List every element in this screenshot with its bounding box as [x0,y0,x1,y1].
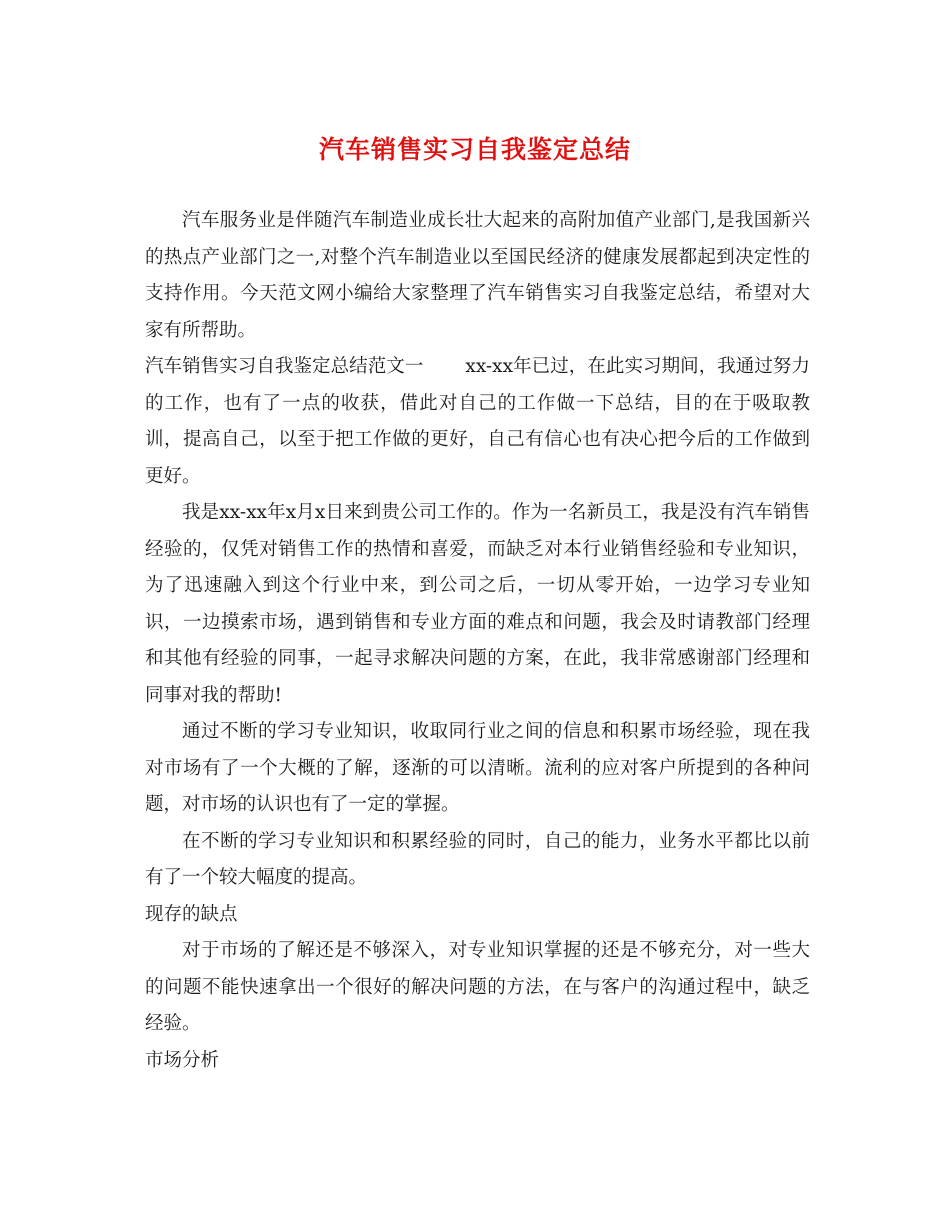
heading-market: 市场分析 [145,1049,220,1071]
intro-paragraph: 汽车服务业是伴随汽车制造业成长壮大起来的高附加值产业部门,是我国新兴的热点产业部门之一,对整个汽车制造业以至国民经济的健康发展都起到决定性的支持作用。今天范文网小编给大家整理了汽车销售实习自我鉴定总结，希望对大家有所帮助。 [145,210,810,341]
document-body [145,203,810,1079]
paragraph-4: 在不断的学习专业知识和积累经验的同时，自己的能力，业务水平都比以前有了一个较大幅度的提高。 [145,830,810,888]
paragraph-3: 通过不断的学习专业知识，收取同行业之间的信息和积累市场经验，现在我对市场有了一个大概的了解，逐渐的可以清晰。流利的应对客户所提到的各种问题，对市场的认识也有了一定的掌握。 [145,721,810,815]
paragraph-2: 我是xx-xx年x月x日来到贵公司工作的。作为一名新员工，我是没有汽车销售经验的，仅凭对销售工作的热情和喜爱，而缺乏对本行业销售经验和专业知识，为了迅速融入到这个行业中来，到公司之后，一切从零开始，一边学习专业知识，一边摸索市场，遇到销售和专业方面的难点和问题，我会及时请教部门经理和其他有经验的同事，一起寻求解决问题的方案，在此，我非常感谢部门经理和同事对我的帮助! [145,502,810,706]
sample-heading: 汽车销售实习自我鉴定总结范文一 [145,356,424,377]
heading-shortcomings: 现存的缺点 [145,903,238,925]
document-title: 汽车销售实习自我鉴定总结 [318,135,631,164]
sample-first-paragraph: xx-xx年已过，在此实习期间，我通过努力的工作，也有了一点的收获，借此对自己的工作做一下总结，目的在于吸取教训，提高自己，以至于把工作做的更好，自己有信心也有决心把今后的工作做到更好。 [145,356,810,487]
paragraph-5: 对于市场的了解还是不够深入，对专业知识掌握的还是不够充分，对一些大的问题不能快速拿出一个很好的解决问题的方法，在与客户的沟通过程中，缺乏经验。 [145,940,810,1034]
sample-paragraph [145,349,810,495]
